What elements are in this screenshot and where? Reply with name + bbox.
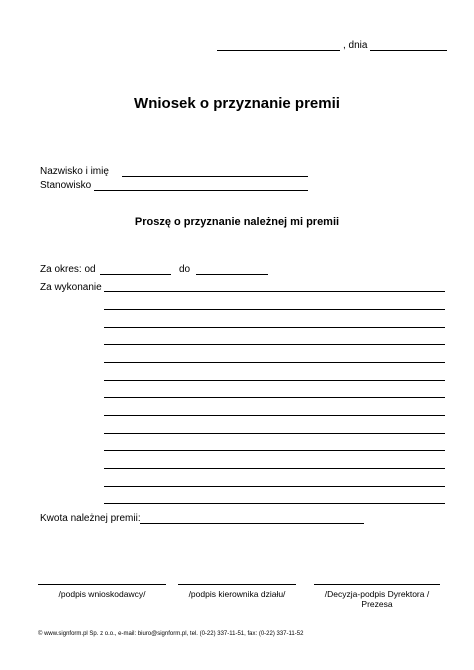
work-line[interactable] (104, 327, 445, 328)
work-line[interactable] (104, 309, 445, 310)
work-line[interactable] (104, 486, 445, 487)
work-line[interactable] (104, 291, 445, 292)
work-line[interactable] (104, 450, 445, 451)
period-to-label: do (179, 264, 191, 275)
footer-text: © www.signform.pl Sp. z o.o., e-mail: biuro@signform.pl, tel. (0-22) 337-11-51, fax: (0-22) 337-11-52 (38, 631, 304, 637)
nazwisko-label: Nazwisko i imię (40, 166, 109, 177)
place-line[interactable] (217, 50, 340, 51)
work-line[interactable] (104, 380, 445, 381)
dnia-label: , dnia (343, 40, 368, 51)
director-signature-label-2: Prezesa (361, 599, 393, 609)
work-line[interactable] (104, 415, 445, 416)
period-from-label: Za okres: od (40, 264, 96, 275)
director-signature-label: /Decyzja-podpis Dyrektora / (324, 589, 430, 599)
page-title: Wniosek o przyznanie premii (134, 95, 340, 112)
period-to-field[interactable] (196, 274, 268, 275)
manager-signature-label: /podpis kierownika działu/ (188, 589, 286, 599)
stanowisko-label: Stanowisko (40, 180, 92, 191)
work-line[interactable] (104, 344, 445, 345)
work-line[interactable] (104, 397, 445, 398)
work-line[interactable] (104, 503, 445, 504)
work-line[interactable] (104, 433, 445, 434)
amount-field[interactable] (140, 523, 364, 524)
applicant-signature-line[interactable] (38, 584, 166, 585)
manager-signature-line[interactable] (178, 584, 296, 585)
nazwisko-field[interactable] (122, 176, 308, 177)
applicant-signature-label: /podpis wnioskodawcy/ (58, 589, 146, 599)
request-text: Proszę o przyznanie należnej mi premii (134, 216, 340, 228)
stanowisko-field[interactable] (94, 190, 308, 191)
work-label: Za wykonanie (40, 282, 102, 293)
period-from-field[interactable] (100, 274, 171, 275)
work-line[interactable] (104, 362, 445, 363)
date-line[interactable] (370, 50, 447, 51)
work-line[interactable] (104, 468, 445, 469)
amount-label: Kwota należnej premii: (40, 513, 141, 524)
director-signature-line[interactable] (314, 584, 440, 585)
